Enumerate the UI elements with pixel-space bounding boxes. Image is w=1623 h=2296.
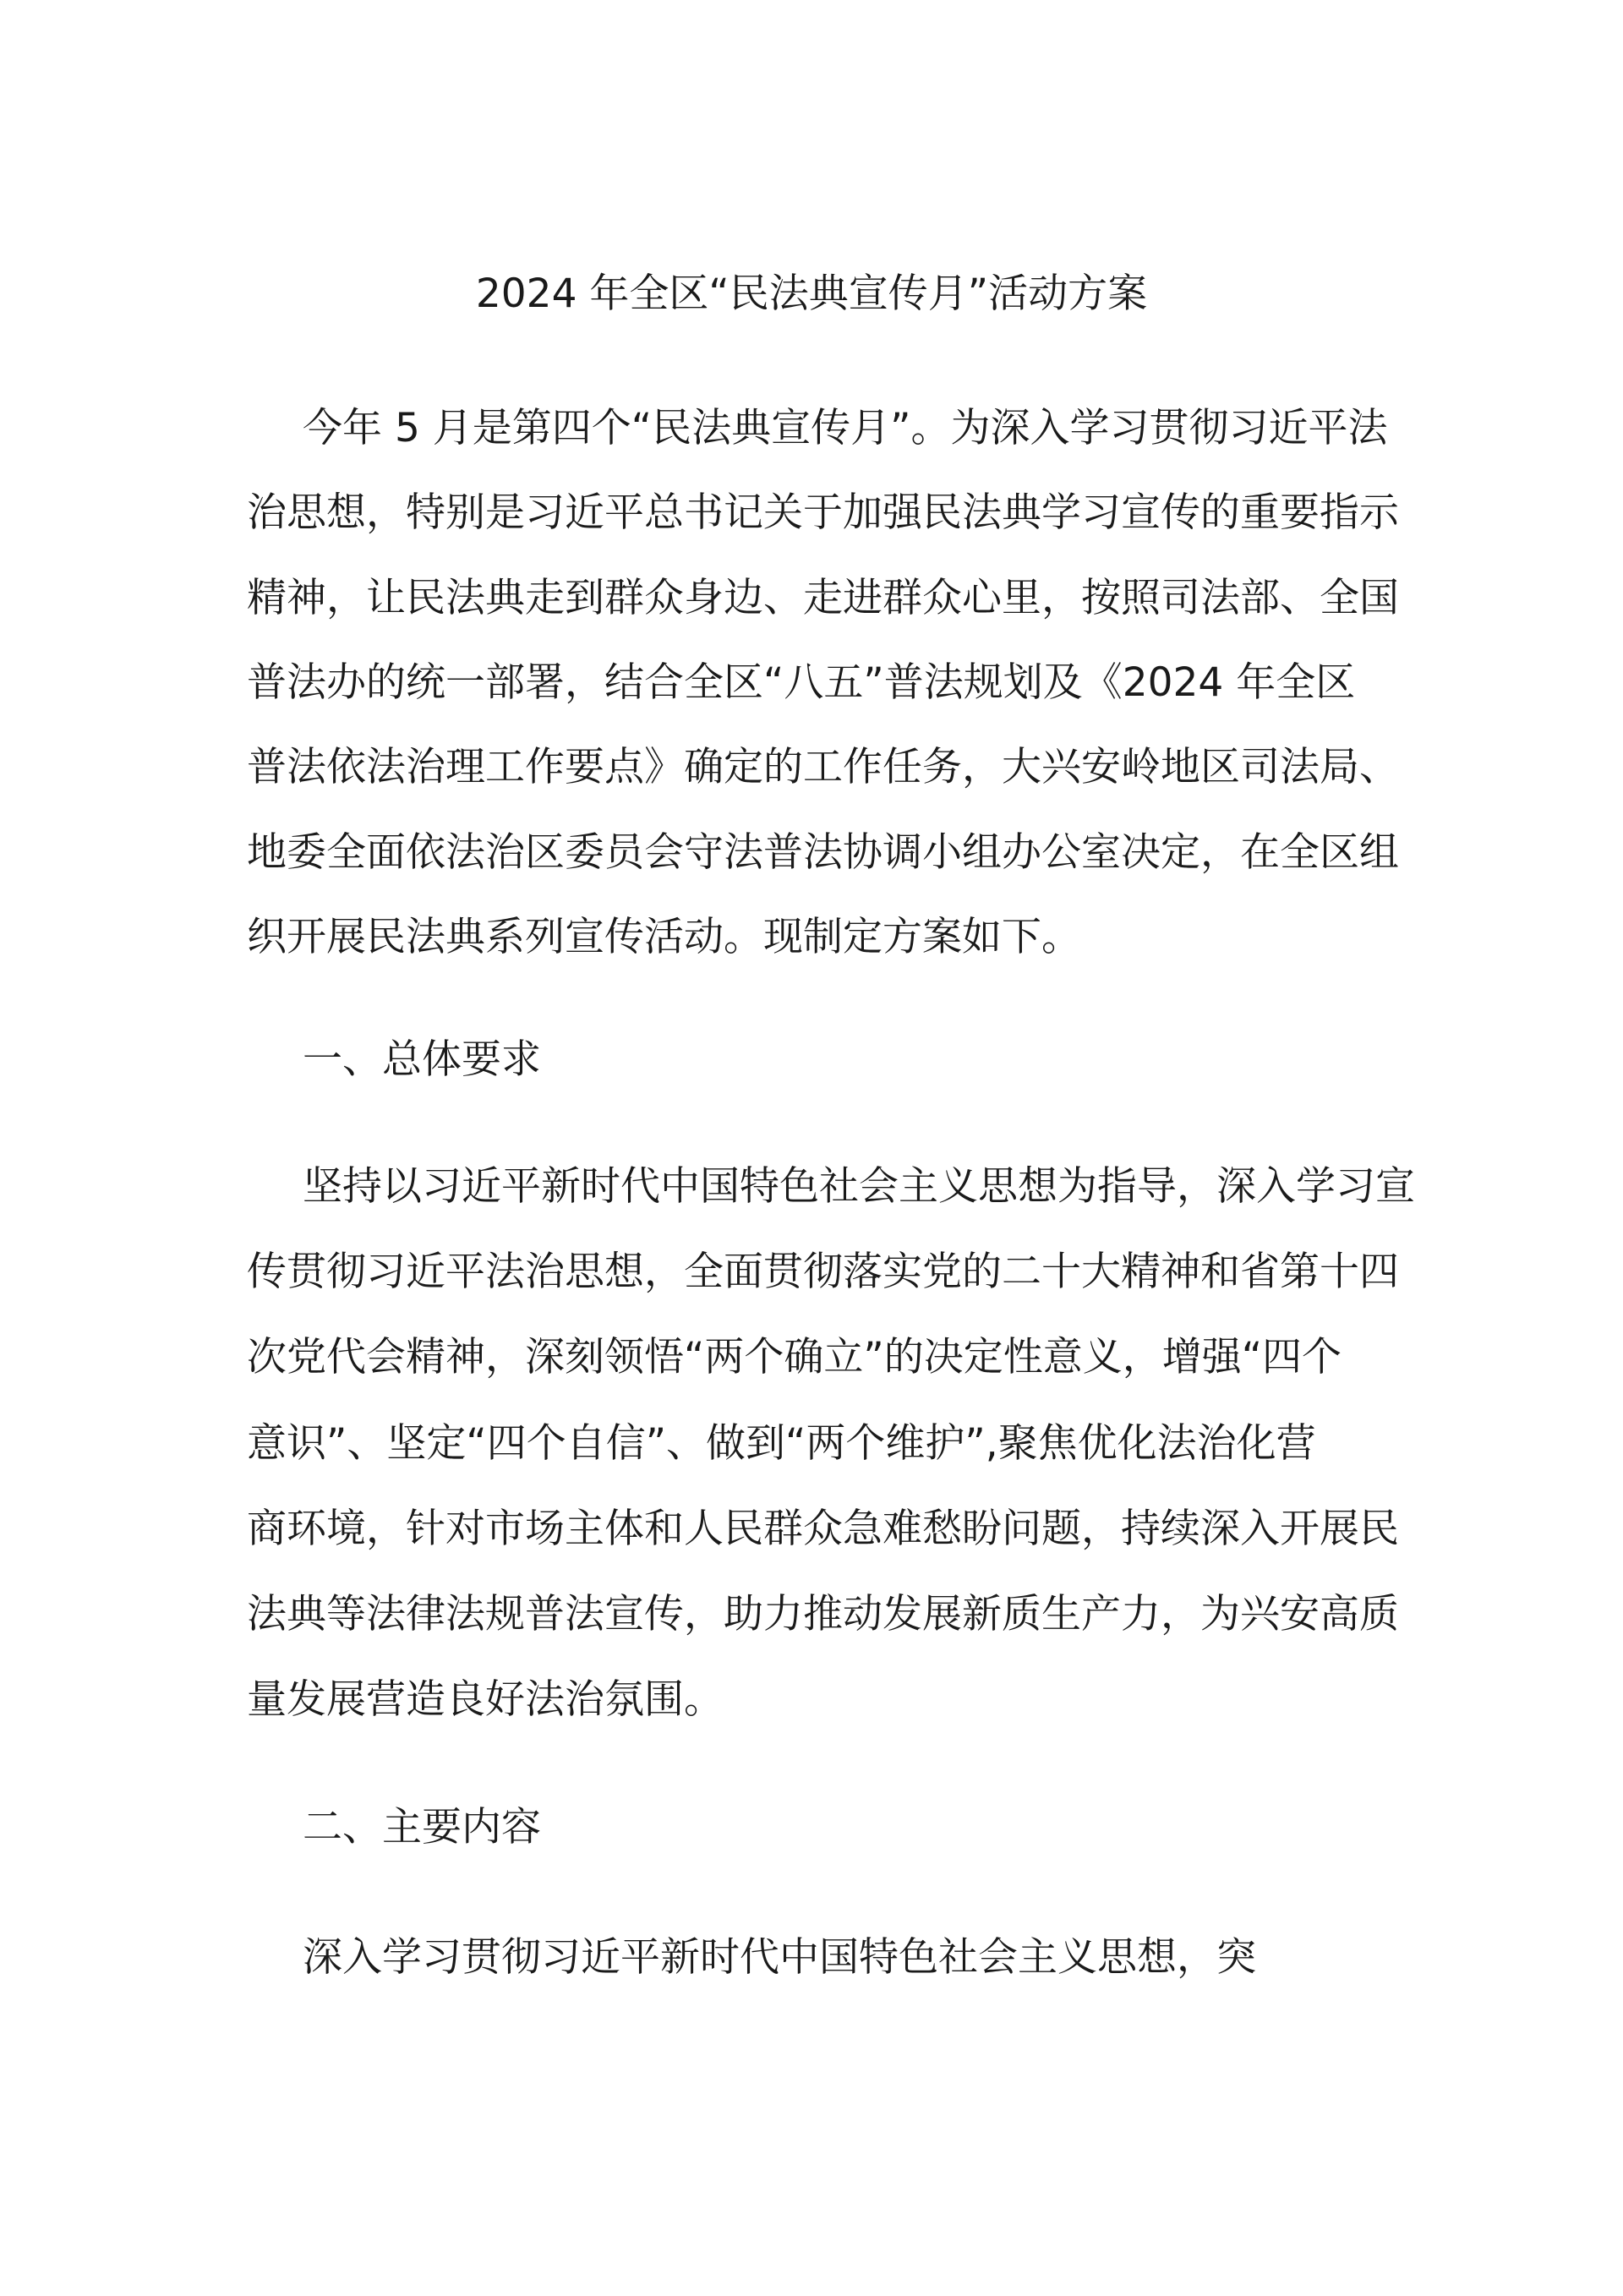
paragraph-2-line-7: 量发展营造良好法治氛围。	[247, 1676, 724, 1723]
paragraph-2-line-2: 传贯彻习近平法治思想，全面贯彻落实党的二十大精神和省第十四	[247, 1249, 1399, 1295]
paragraph-2-line-1: 坚持以习近平新时代中国特色社会主义思想为指导，深入学习宣	[303, 1163, 1415, 1210]
paragraph-1-line-1: 今年 5 月是第四个“民法典宣传月”。为深入学习贯彻习近平法	[303, 405, 1388, 451]
paragraph-2-line-4: 意识”、坚定“四个自信”、做到“两个维护”,聚焦优化法治化营	[247, 1420, 1316, 1467]
section-heading-2: 二、主要内容	[303, 1804, 541, 1850]
paragraph-1-line-7: 织开展民法典系列宣传活动。现制定方案如下。	[247, 914, 1081, 960]
paragraph-1-line-2: 治思想，特别是习近平总书记关于加强民法典学习宣传的重要指示	[247, 489, 1399, 536]
section-heading-1: 一、总体要求	[303, 1036, 541, 1083]
paragraph-3-line-1: 深入学习贯彻习近平新时代中国特色社会主义思想，突	[303, 1934, 1256, 1981]
paragraph-1-line-4: 普法办的统一部署，结合全区“八五”普法规划及《2024 年全区	[247, 659, 1356, 706]
document-title: 2024 年全区“民法典宣传月”活动方案	[475, 271, 1148, 317]
paragraph-1-line-6: 地委全面依法治区委员会守法普法协调小组办公室决定，在全区组	[247, 829, 1399, 876]
paragraph-2-line-3: 次党代会精神，深刻领悟“两个确立”的决定性意义，增强“四个	[247, 1334, 1342, 1380]
paragraph-2-line-6: 法典等法律法规普法宣传，助力推动发展新质生产力，为兴安高质	[247, 1591, 1399, 1637]
paragraph-1-line-5: 普法依法治理工作要点》确定的工作任务，大兴安岭地区司法局、	[247, 744, 1399, 790]
paragraph-2-line-5: 商环境，针对市场主体和人民群众急难愁盼问题，持续深入开展民	[247, 1506, 1399, 1552]
paragraph-1-line-3: 精神，让民法典走到群众身边、走进群众心里，按照司法部、全国	[247, 575, 1399, 621]
